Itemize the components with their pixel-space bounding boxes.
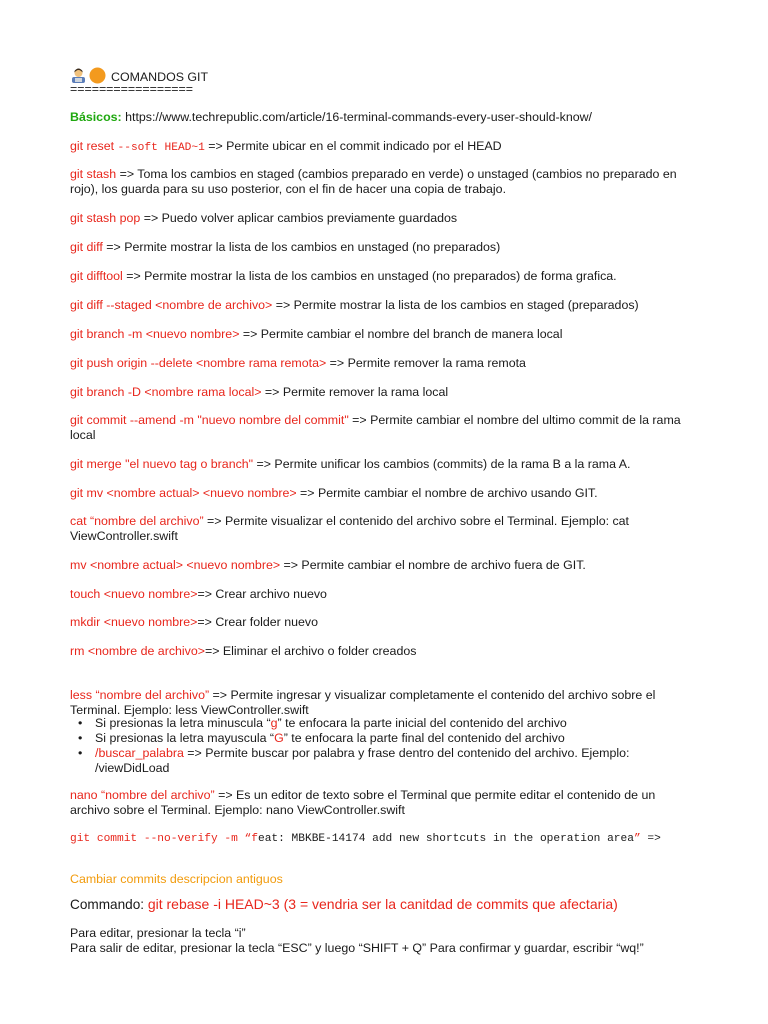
cmd-line [70, 413, 694, 443]
cmd-text: mv <nombre actual> <nuevo nombre> [70, 558, 281, 572]
cmd-mono-text: --soft HEAD~1 [117, 142, 205, 154]
cmd-text: touch <nuevo nombre> [70, 587, 198, 601]
cmd-desc: => Crear folder nuevo [197, 615, 318, 629]
section-title: Cambiar commits descripcion antiguos [70, 872, 283, 886]
cmd-text: git reset [70, 139, 118, 153]
cmd-text: git mv <nombre actual> <nuevo nombre> [70, 486, 297, 500]
nano-line [70, 788, 694, 818]
cmd-line [70, 298, 694, 313]
bullet-key: G [274, 731, 284, 745]
bullet-text: ” te enfocara la parte final del contenido del archivo [283, 731, 565, 745]
cmd-text: mkdir <nuevo nombre> [70, 615, 198, 629]
cmd-line [70, 615, 694, 630]
cmd-line [70, 514, 694, 544]
bullet-text: ” te enfocara la parte inicial del contenido del archivo [277, 716, 567, 730]
cmd-text: git commit --amend -m "nuevo nombre del commit" [70, 413, 349, 427]
comando-line [70, 897, 694, 912]
cmd-line [70, 269, 694, 284]
cmd-text: git stash [70, 167, 117, 181]
cmd-text: git stash pop [70, 211, 141, 225]
basicos-url[interactable]: https://www.techrepublic.com/article/16-terminal-commands-every-user-should-know/ [125, 110, 592, 124]
cmd-line [70, 327, 694, 342]
cmd-desc: => Eliminar el archivo o folder creados [204, 644, 417, 658]
cmd-text: git branch -D <nombre rama local> [70, 385, 262, 399]
title-text: COMANDOS GIT [111, 70, 209, 84]
noverify-line [70, 832, 694, 847]
cmd-line [70, 356, 694, 371]
cmd-text: git difftool [70, 269, 123, 283]
mono-quote: ” [633, 833, 641, 845]
bullet-text: Si presionas la letra minuscula “ [95, 716, 271, 730]
cmd-desc: => Permite ingresar y visualizar completamente el contenido del archivo sobre el Terminal. Ejemplo: less ViewController.swift [70, 688, 656, 717]
cmd-text: git diff [70, 240, 103, 254]
cmd-desc: => Permite mostrar la lista de los cambios en unstaged (no preparados) [102, 240, 501, 254]
cmd-desc: => Permite unificar los cambios (commits) de la rama B a la rama A. [253, 457, 631, 471]
cmd-desc: => Permite remover la rama remota [326, 356, 526, 370]
cmd-desc: => Permite mostrar la lista de los cambios en unstaged (no preparados) de forma grafica. [122, 269, 617, 283]
mono-msg: eat: MBKBE-14174 add new shortcuts in the operation area [257, 833, 634, 845]
comando-cmd: git rebase -i HEAD~3 (3 = vendria ser la canitdad de commits que afectaria) [147, 896, 618, 912]
cmd-text: less “nombre del archivo” [70, 688, 210, 702]
cmd-line [70, 558, 694, 573]
mono-arrow: => [640, 833, 661, 845]
cmd-text: git push origin --delete <nombre rama remota> [70, 356, 327, 370]
cmd-desc: => Permite remover la rama local [261, 385, 449, 399]
cmd-desc: => Permite mostrar la lista de los cambios en staged (preparados) [272, 298, 639, 312]
cmd-text: git merge "el nuevo tag o branch" [70, 457, 254, 471]
list-item [70, 746, 694, 776]
comando-label: Commando: [70, 897, 148, 912]
cmd-desc: => Permite cambiar el nombre de archivo usando GIT. [296, 486, 598, 500]
cmd-line [70, 240, 694, 255]
cmd-desc: => Permite cambiar el nombre del ultimo commit de la rama local [70, 413, 681, 442]
less-line [70, 688, 694, 718]
cmd-line [70, 644, 694, 659]
bullet-text: Si presionas la letra mayuscula “ [95, 731, 275, 745]
cmd-line [70, 167, 694, 197]
cmd-text: rm <nombre de archivo> [70, 644, 205, 658]
cmd-desc: => Permite cambiar el nombre del branch de manera local [239, 327, 563, 341]
cmd-desc: => Puedo volver aplicar cambios previamente guardados [140, 211, 458, 225]
cmd-line [70, 211, 694, 226]
bullet-key: g [270, 716, 278, 730]
cmd-text: git diff --staged <nombre de archivo> [70, 298, 273, 312]
editar-line-1: Para editar, presionar la tecla “i” [70, 926, 246, 940]
cmd-line [70, 139, 694, 156]
cmd-text: nano “nombre del archivo” [70, 788, 215, 802]
editar-line-2: Para salir de editar, presionar la tecla “ESC” y luego “SHIFT + Q” Para confirmar y guardar, escribir “wq!” [70, 941, 644, 955]
cmd-line [70, 457, 694, 472]
cmd-desc: => Permite visualizar el contenido del archivo sobre el Terminal. Ejemplo: cat ViewController.swift [70, 514, 629, 543]
basicos-label: Básicos: [70, 110, 122, 124]
bullet-text: => Permite buscar por palabra y frase dentro del contenido del archivo. Ejemplo: /viewDidLoad [95, 746, 630, 775]
cmd-desc: => Crear archivo nuevo [197, 587, 327, 601]
cmd-line [70, 486, 694, 501]
list-item [70, 716, 694, 731]
basicos-line [70, 110, 694, 125]
cmd-desc: => Es un editor de texto sobre el Terminal que permite editar el contenido de un archivo sobre el Terminal. Ejemplo: nano ViewController.swift [70, 788, 656, 817]
cmd-text: cat “nombre del archivo” [70, 514, 204, 528]
cmd-desc: => Permite cambiar el nombre de archivo fuera de GIT. [280, 558, 586, 572]
cmd-desc: => Toma los cambios en staged (cambios preparado en verde) o unstaged (cambios no preparado en rojo), los guarda para su uso posterior, con el fin de hacer una copia de trabajo. [70, 167, 677, 196]
cmd-text: git branch -m <nuevo nombre> [70, 327, 240, 341]
less-bullets [70, 716, 694, 776]
cmd-line [70, 385, 694, 400]
cmd-line [70, 587, 694, 602]
mono-cmd: git commit --no-verify -m “f [70, 833, 258, 845]
cmd-desc: => Permite ubicar en el commit indicado por el HEAD [204, 139, 502, 153]
bullet-key: /buscar_palabra [95, 746, 184, 760]
list-item [70, 731, 694, 746]
title-underline: ================= [70, 82, 194, 96]
